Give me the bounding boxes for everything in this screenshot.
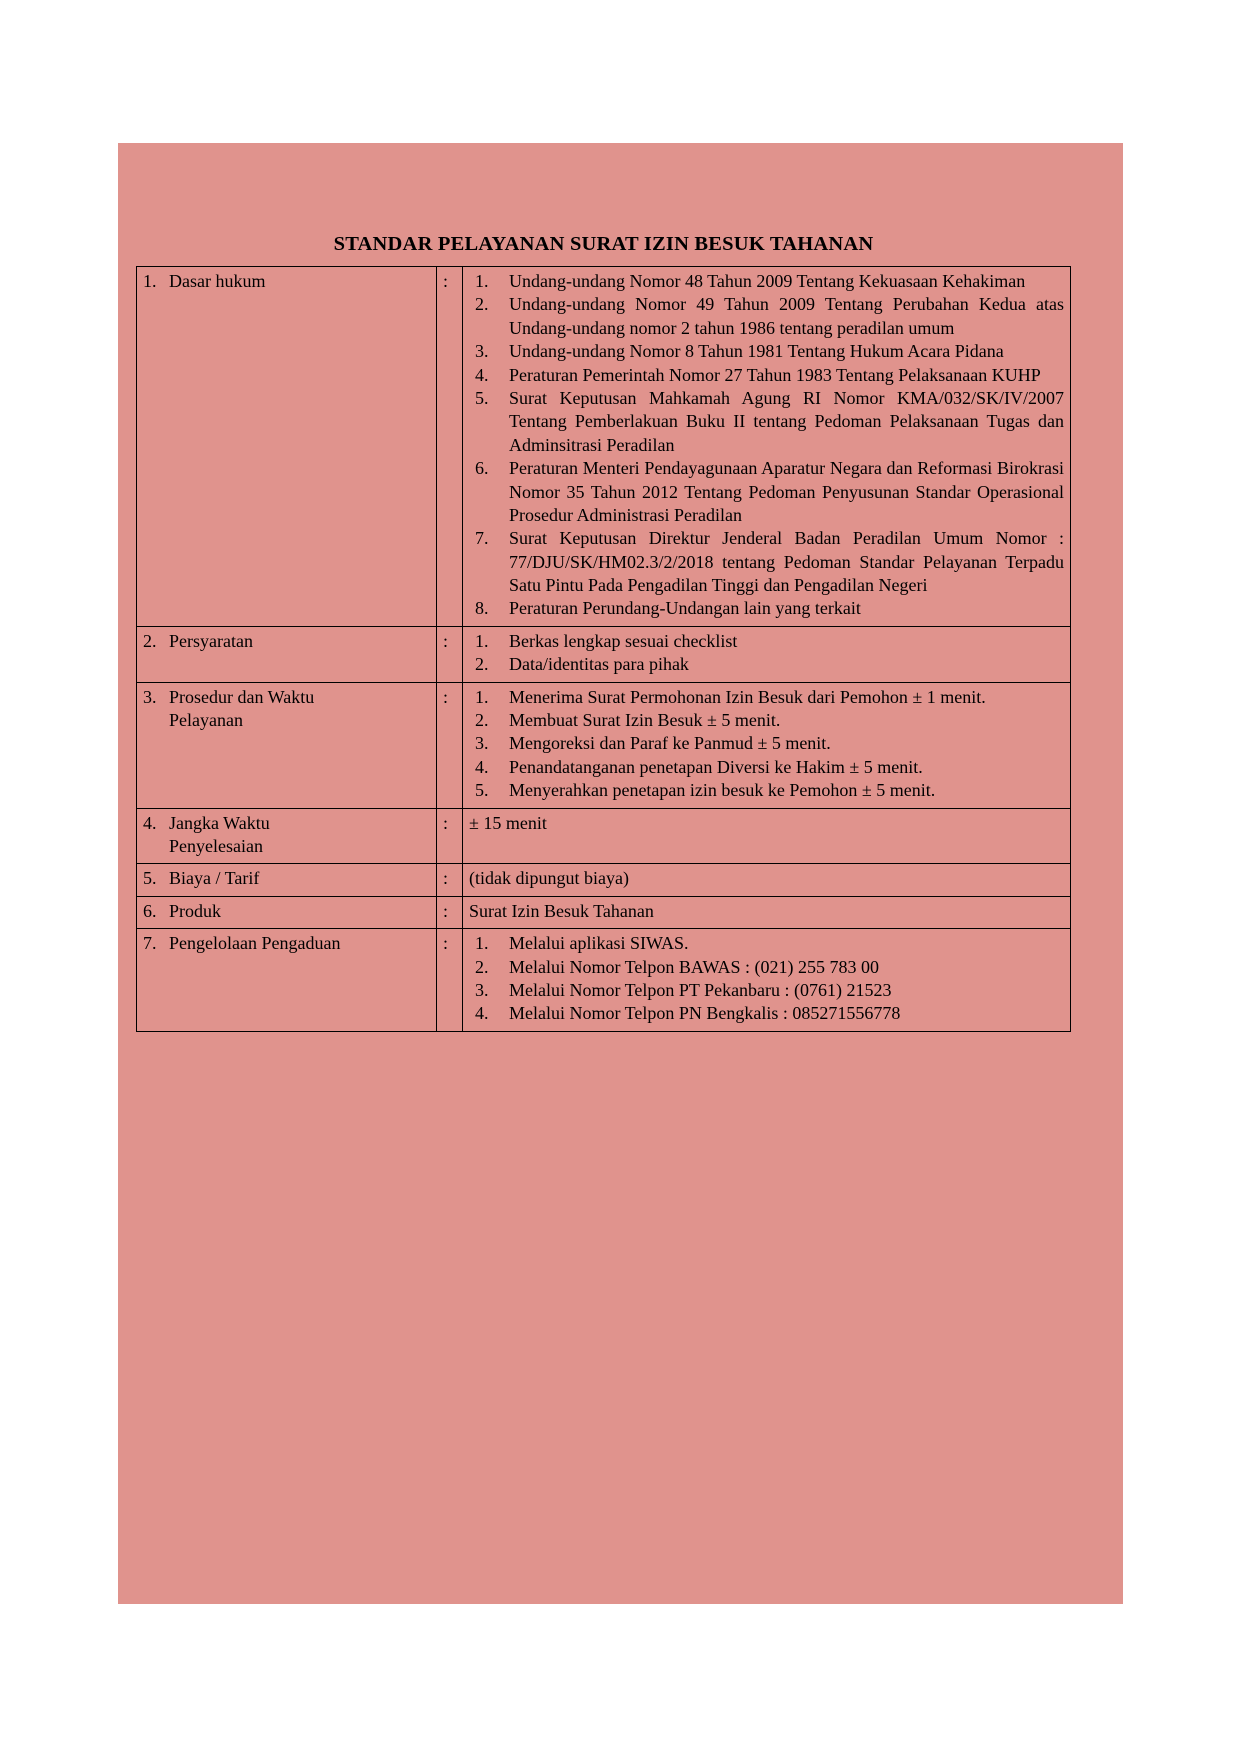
item-number: 2. bbox=[475, 654, 489, 675]
table-row bbox=[137, 626, 1071, 682]
list-item bbox=[469, 979, 1064, 1002]
row-label-cell bbox=[137, 929, 437, 1032]
table-row bbox=[137, 808, 1071, 864]
table-row bbox=[137, 864, 1071, 896]
item-text: Menerima Surat Permohonan Izin Besuk dari Pemohon ± 1 menit. bbox=[509, 686, 986, 707]
row-label-cell bbox=[137, 267, 437, 627]
row-colon: : bbox=[437, 626, 463, 682]
row-number: 2. bbox=[143, 630, 157, 651]
row-label-line1: Prosedur dan Waktu bbox=[169, 686, 315, 707]
row-label-cell bbox=[137, 808, 437, 864]
list-item bbox=[469, 779, 1064, 802]
row-value-cell bbox=[463, 929, 1071, 1032]
item-number: 4. bbox=[475, 756, 489, 777]
ordered-list bbox=[469, 270, 1064, 621]
list-item bbox=[469, 932, 1064, 955]
item-number: 6. bbox=[475, 458, 489, 479]
row-label: Produk bbox=[169, 900, 222, 921]
list-item bbox=[469, 686, 1064, 709]
item-text: Peraturan Pemerintah Nomor 27 Tahun 1983 Tentang Pelaksanaan KUHP bbox=[509, 364, 1041, 385]
item-number: 3. bbox=[475, 979, 489, 1000]
item-text: Melalui Nomor Telpon PT Pekanbaru : (0761) 21523 bbox=[509, 979, 892, 1000]
item-text: Membuat Surat Izin Besuk ± 5 menit. bbox=[509, 710, 781, 731]
row-label: Biaya / Tarif bbox=[169, 868, 260, 889]
row-label-cell bbox=[137, 626, 437, 682]
item-text: Mengoreksi dan Paraf ke Panmud ± 5 menit. bbox=[509, 733, 831, 754]
item-text: Surat Keputusan Direktur Jenderal Badan Peradilan Umum Nomor : 77/DJU/SK/HM02.3/2/2018 tentang Pedoman Standar Pelayanan Terpadu Satu Pintu Pada Pengadilan Tinggi dan Pengadilan Negeri bbox=[509, 528, 1064, 596]
list-item bbox=[469, 653, 1064, 676]
document-body bbox=[136, 233, 1071, 1032]
row-colon: : bbox=[437, 267, 463, 627]
ordered-list bbox=[469, 932, 1064, 1026]
list-item bbox=[469, 597, 1064, 620]
item-text: Melalui Nomor Telpon BAWAS : (021) 255 783 00 bbox=[509, 956, 879, 977]
ordered-list bbox=[469, 630, 1064, 677]
item-number: 2. bbox=[475, 294, 489, 315]
row-label-cell bbox=[137, 682, 437, 808]
item-text: Peraturan Menteri Pendayagunaan Aparatur Negara dan Reformasi Birokrasi Nomor 35 Tahun 2012 Tentang Pedoman Penyusunan Standar Operasional Prosedur Administrasi Peradilan bbox=[509, 458, 1064, 525]
list-item bbox=[469, 387, 1064, 457]
row-label-line1: Jangka Waktu bbox=[169, 812, 270, 833]
list-item bbox=[469, 956, 1064, 979]
row-label-line2: Pelayanan bbox=[169, 710, 243, 731]
row-value-cell: ± 15 menit bbox=[463, 808, 1071, 864]
row-number: 5. bbox=[143, 868, 157, 889]
item-number: 3. bbox=[475, 341, 489, 362]
row-value-cell bbox=[463, 267, 1071, 627]
item-number: 5. bbox=[475, 387, 489, 408]
item-number: 2. bbox=[475, 956, 489, 977]
item-number: 1. bbox=[475, 933, 489, 954]
standar-pelayanan-table bbox=[136, 266, 1071, 1032]
row-colon: : bbox=[437, 864, 463, 896]
item-text: Undang-undang Nomor 48 Tahun 2009 Tentang Kekuasaan Kehakiman bbox=[509, 271, 1026, 291]
row-colon: : bbox=[437, 682, 463, 808]
list-item bbox=[469, 457, 1064, 527]
row-number: 4. bbox=[143, 812, 157, 833]
item-number: 5. bbox=[475, 780, 489, 801]
item-text: Berkas lengkap sesuai checklist bbox=[509, 630, 738, 651]
item-text: Surat Keputusan Mahkamah Agung RI Nomor KMA/032/SK/IV/2007 Tentang Pemberlakuan Buku II tentang Pedoman Pelaksanaan Tugas dan Adminsitrasi Peradilan bbox=[509, 387, 1064, 455]
list-item bbox=[469, 1002, 1064, 1025]
row-number: 1. bbox=[143, 271, 157, 291]
list-item bbox=[469, 709, 1064, 732]
item-text: Data/identitas para pihak bbox=[509, 654, 689, 675]
item-number: 2. bbox=[475, 710, 489, 731]
item-text: Melalui aplikasi SIWAS. bbox=[509, 933, 689, 954]
document-page bbox=[118, 143, 1123, 1604]
item-text: Melalui Nomor Telpon PN Bengkalis : 085271556778 bbox=[509, 1003, 901, 1024]
row-number: 7. bbox=[143, 933, 157, 954]
row-number: 3. bbox=[143, 686, 157, 707]
table-row bbox=[137, 896, 1071, 928]
row-number: 6. bbox=[143, 900, 157, 921]
row-colon: : bbox=[437, 929, 463, 1032]
list-item bbox=[469, 340, 1064, 363]
row-label-cell bbox=[137, 864, 437, 896]
row-colon: : bbox=[437, 896, 463, 928]
row-value-cell: (tidak dipungut biaya) bbox=[463, 864, 1071, 896]
list-item bbox=[469, 527, 1064, 597]
list-item bbox=[469, 630, 1064, 653]
row-label-line2: Penyelesaian bbox=[169, 835, 263, 856]
table-row bbox=[137, 682, 1071, 808]
item-text: Menyerahkan penetapan izin besuk ke Pemohon ± 5 menit. bbox=[509, 780, 936, 801]
table-row bbox=[137, 267, 1071, 627]
item-text: Undang-undang Nomor 8 Tahun 1981 Tentang Hukum Acara Pidana bbox=[509, 341, 1004, 362]
item-number: 4. bbox=[475, 364, 489, 385]
list-item bbox=[469, 756, 1064, 779]
row-label: Persyaratan bbox=[169, 630, 253, 651]
item-number: 1. bbox=[475, 630, 489, 651]
list-item bbox=[469, 270, 1064, 293]
item-text: Penandatanganan penetapan Diversi ke Hakim ± 5 menit. bbox=[509, 756, 923, 777]
row-label: Dasar hukum bbox=[169, 271, 266, 291]
item-number: 4. bbox=[475, 1003, 489, 1024]
item-number: 8. bbox=[475, 598, 489, 619]
row-value-cell: Surat Izin Besuk Tahanan bbox=[463, 896, 1071, 928]
row-label bbox=[169, 812, 430, 859]
list-item bbox=[469, 364, 1064, 387]
row-label bbox=[169, 686, 430, 733]
ordered-list bbox=[469, 686, 1064, 803]
list-item bbox=[469, 293, 1064, 340]
item-text: Undang-undang Nomor 49 Tahun 2009 Tentang Perubahan Kedua atas Undang-undang nomor 2 tahun 1986 tentang peradilan umum bbox=[509, 294, 1064, 338]
item-number: 1. bbox=[475, 271, 489, 291]
page-title: STANDAR PELAYANAN SURAT IZIN BESUK TAHANAN bbox=[333, 233, 874, 255]
table-row bbox=[137, 929, 1071, 1032]
item-number: 3. bbox=[475, 733, 489, 754]
row-label-cell bbox=[137, 896, 437, 928]
row-label: Pengelolaan Pengaduan bbox=[169, 933, 341, 954]
item-number: 1. bbox=[475, 686, 489, 707]
item-number: 7. bbox=[475, 528, 489, 549]
row-value-cell bbox=[463, 626, 1071, 682]
item-text: Peraturan Perundang-Undangan lain yang terkait bbox=[509, 598, 861, 619]
row-colon: : bbox=[437, 808, 463, 864]
list-item bbox=[469, 732, 1064, 755]
row-value-cell bbox=[463, 682, 1071, 808]
